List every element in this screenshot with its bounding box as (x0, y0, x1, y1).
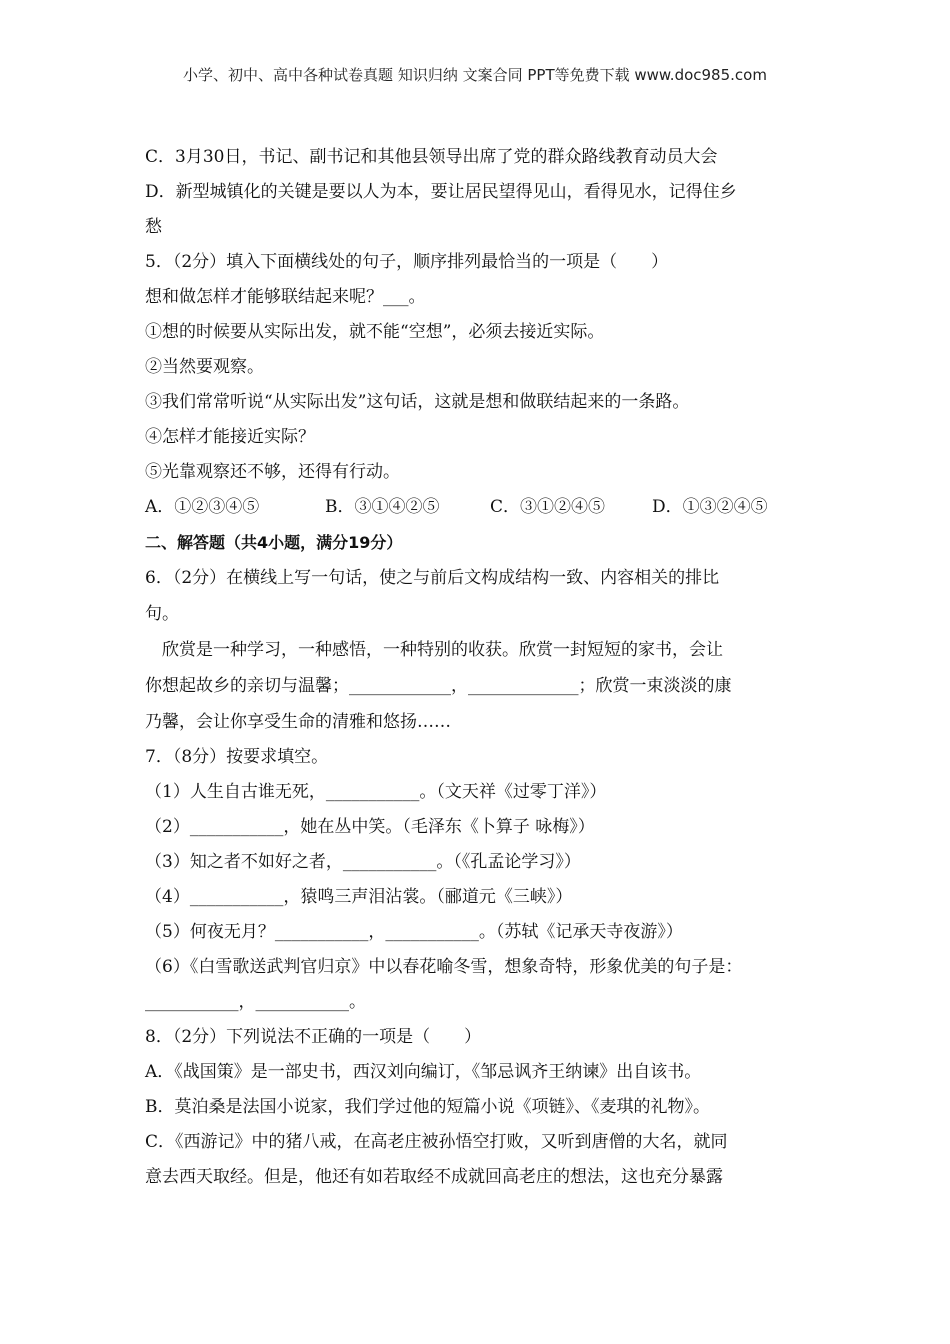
q7-item-3: （3）知之者不如好之者，___________。（《孔孟论学习》） (145, 852, 581, 872)
q7-item-5: （5）何夜无月？___________，___________。（苏轼《记承天寺夜游》） (145, 922, 683, 942)
q5-sentence-2: ②当然要观察。 (145, 357, 264, 377)
q8-option-a: A．《战国策》是一部史书，西汉刘向编订，《邹忌讽齐王纳谏》出自该书。 (145, 1062, 702, 1082)
q7-stem: 7．（8分）按要求填空。 (145, 747, 329, 767)
q7-item-2: （2）___________，她在丛中笑。（毛泽东《卜算子 咏梅》） (145, 817, 595, 837)
q5-options (145, 490, 825, 525)
q5-option-d: D．①③②④⑤ (652, 497, 768, 517)
q8-option-c: C．《西游记》中的猪八戒，在高老庄被孙悟空打败，又听到唐僧的大名，就同 (145, 1132, 728, 1152)
q7-item-6: （6）《白雪歌送武判官归京》中以春花喻冬雪，想象奇特，形象优美的句子是： (145, 957, 743, 977)
q6-passage-1: 欣赏是一种学习，一种感悟，一种特别的收获。欣赏一封短短的家书，会让 (162, 640, 723, 660)
q5-sentence-3: ③我们常常听说“从实际出发”这句话，这就是想和做联结起来的一条路。 (145, 392, 690, 412)
q5-option-c: C．③①②④⑤ (490, 497, 606, 517)
q6-stem: 6．（2分）在横线上写一句话，使之与前后文构成结构一致、内容相关的排比 (145, 568, 720, 588)
q5-prompt: 想和做怎样才能够联结起来呢？___。 (145, 287, 426, 307)
q5-option-a: A．①②③④⑤ (145, 497, 260, 517)
q4-option-c: C．3月30日，书记、副书记和其他县领导出席了党的群众路线教育动员大会 (145, 147, 718, 167)
q4-option-d-cont: 愁 (145, 217, 162, 237)
q8-option-b: B．莫泊桑是法国小说家，我们学过他的短篇小说《项链》、《麦琪的礼物》。 (145, 1097, 710, 1117)
q6-stem-cont: 句。 (145, 604, 179, 624)
q5-option-b: B．③①④②⑤ (325, 497, 440, 517)
q5-sentence-1: ①想的时候要从实际出发，就不能“空想”，必须去接近实际。 (145, 322, 605, 342)
section-heading: 二、解答题（共4小题，满分19分） (145, 533, 403, 552)
q8-option-c-cont: 意去西天取经。但是，他还有如若取经不成就回高老庄的想法，这也充分暴露 (145, 1167, 723, 1187)
q4-option-d: D．新型城镇化的关键是要以人为本，要让居民望得见山，看得见水，记得住乡 (145, 182, 737, 202)
q7-item-4: （4）___________，猿鸣三声泪沾裳。（郦道元《三峡》） (145, 887, 573, 907)
q5-stem: 5．（2分）填入下面横线处的句子，顺序排列最恰当的一项是（ ） (145, 252, 669, 272)
q7-item-6-blanks: ___________，___________。 (145, 992, 366, 1012)
q8-stem: 8．（2分）下列说法不正确的一项是（ ） (145, 1027, 482, 1047)
page-header: 小学、初中、高中各种试卷真题 知识归纳 文案合同 PPT等免费下载 www.doc985.com (183, 66, 767, 84)
document-body (145, 140, 825, 1195)
q7-item-1: （1）人生自古谁无死，___________。（文天祥《过零丁洋》） (145, 782, 607, 802)
q6-passage-2: 你想起故乡的亲切与温馨；____________，_____________；欣赏一束淡淡的康 (145, 676, 732, 696)
q6-passage-3: 乃馨，会让你享受生命的清雅和悠扬…… (145, 712, 451, 732)
q5-sentence-5: ⑤光靠观察还不够，还得有行动。 (145, 462, 400, 482)
q5-sentence-4: ④怎样才能接近实际？ (145, 427, 315, 447)
